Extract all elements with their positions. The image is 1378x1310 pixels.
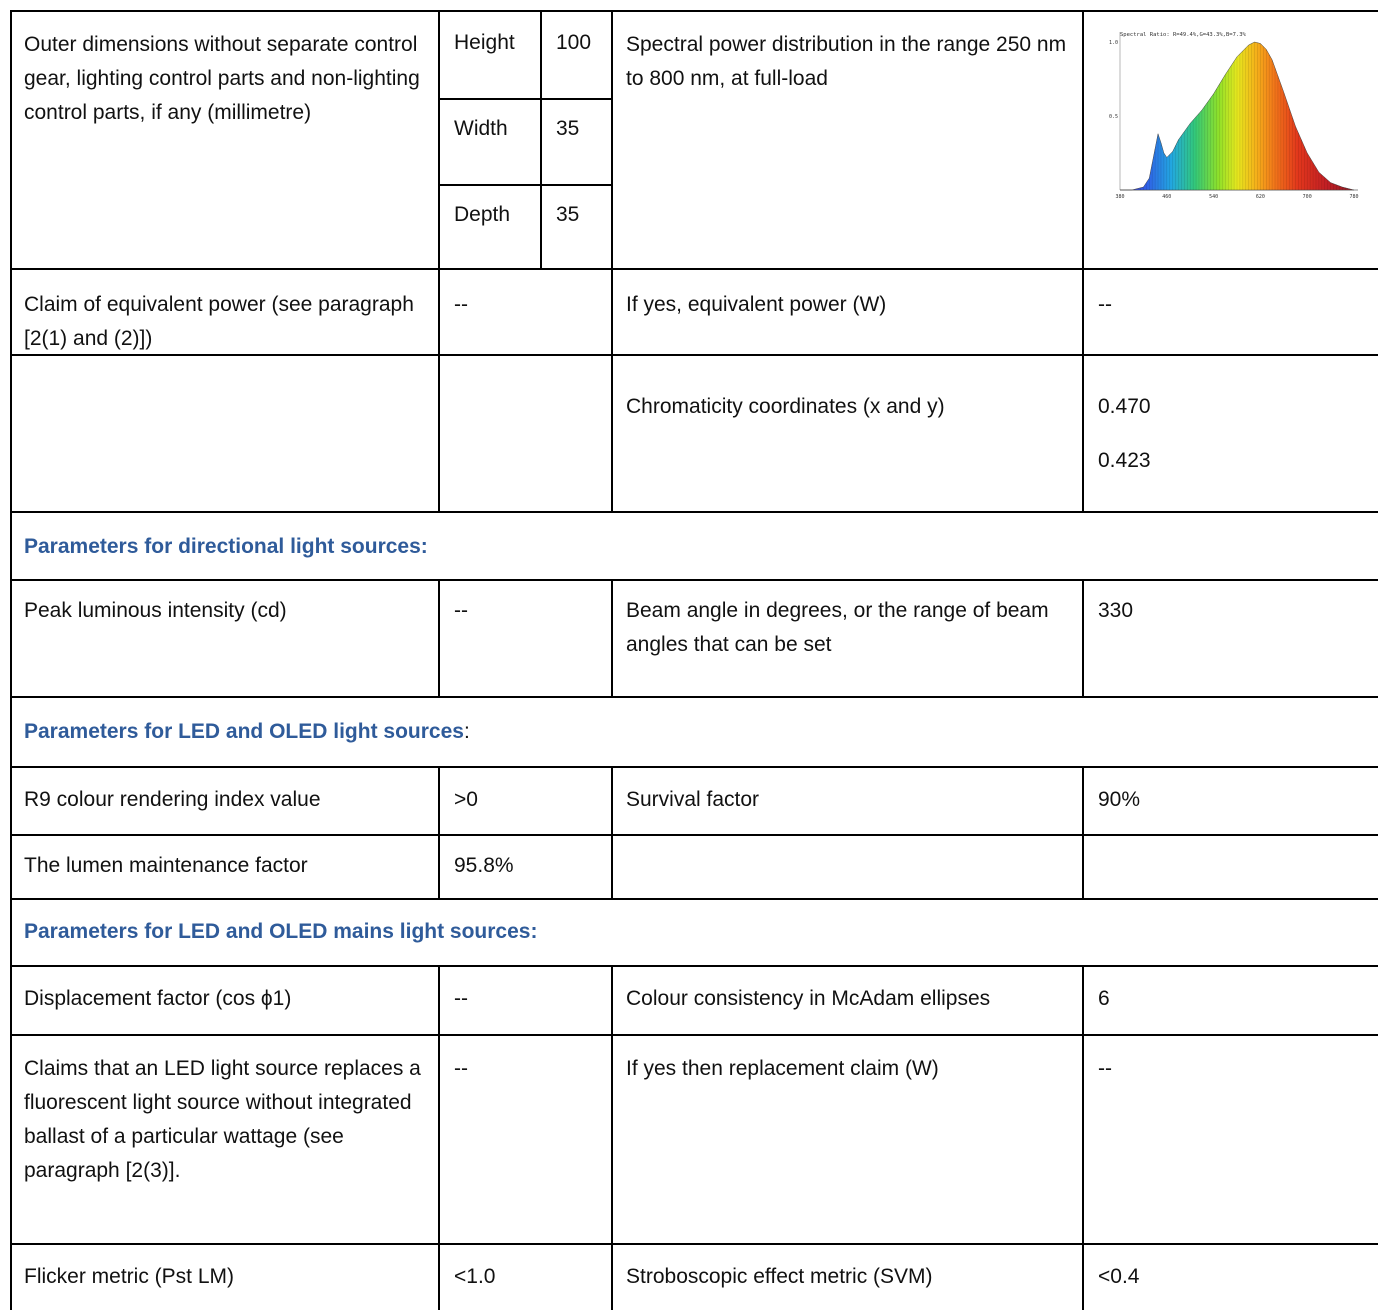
replacement-claim-value: -- <box>454 1057 468 1080</box>
beam-angle-value: 330 <box>1098 599 1134 622</box>
equiv-claim-value: -- <box>454 293 468 316</box>
r9-value: >0 <box>454 788 478 811</box>
column-divider <box>611 766 613 900</box>
column-divider <box>540 10 542 270</box>
chart-plot-area <box>1109 32 1359 200</box>
row-divider <box>10 1243 1378 1245</box>
y-tick-label: 0.5 <box>1108 114 1118 120</box>
depth-label: Depth <box>454 203 511 226</box>
displacement-factor-label: Displacement factor (cos ϕ1) <box>24 987 292 1010</box>
column-divider <box>438 766 440 900</box>
x-tick-label: 540 <box>1209 194 1219 200</box>
section-heading-mains: Parameters for LED and OLED mains light sources: <box>24 920 538 943</box>
row-divider <box>10 268 1378 270</box>
replacement-watt-value: -- <box>1098 1057 1112 1080</box>
survival-factor-label: Survival factor <box>626 788 760 811</box>
sub-row-divider <box>438 184 613 186</box>
table-border-left <box>10 10 12 1310</box>
column-divider <box>1082 579 1084 698</box>
sub-row-divider <box>438 98 613 100</box>
height-value: 100 <box>556 31 592 54</box>
lumen-maintenance-label: The lumen maintenance factor <box>24 854 308 877</box>
row-divider <box>10 898 1378 900</box>
chromaticity-label: Chromaticity coordinates (x and y) <box>626 395 945 418</box>
width-value: 35 <box>556 117 580 140</box>
replacement-watt-label: If yes then replacement claim (W) <box>626 1057 939 1080</box>
column-divider <box>438 965 440 1310</box>
x-tick-label: 780 <box>1349 194 1359 200</box>
column-divider <box>1082 965 1084 1310</box>
r9-label: R9 colour rendering index value <box>24 788 321 811</box>
column-divider <box>438 10 440 513</box>
section-heading-directional: Parameters for directional light sources: <box>24 535 428 558</box>
column-divider <box>611 579 613 698</box>
column-divider <box>1082 766 1084 900</box>
row-divider <box>10 834 1378 836</box>
x-tick-label: 620 <box>1255 194 1265 200</box>
flicker-metric-value: <1.0 <box>454 1265 496 1288</box>
table-border-top <box>10 10 1378 12</box>
y-tick-label: 1.0 <box>1108 40 1118 46</box>
lumen-maintenance-value: 95.8% <box>454 854 514 877</box>
peak-intensity-value: -- <box>454 599 468 622</box>
section-heading-led-text: Parameters for LED and OLED light sources <box>24 720 464 743</box>
equiv-power-value: -- <box>1098 293 1112 316</box>
column-divider <box>438 579 440 698</box>
flicker-metric-label: Flicker metric (Pst LM) <box>24 1265 234 1288</box>
height-label: Height <box>454 31 515 54</box>
row-divider <box>10 579 1378 581</box>
svm-value: <0.4 <box>1098 1265 1140 1288</box>
dimensions-label: Outer dimensions without separate control gear, lighting control parts and non-lighting control parts, if any (millimetre) <box>24 33 420 124</box>
section-heading-led-colon: : <box>463 720 470 743</box>
spectral-power-distribution-chart <box>1092 22 1364 218</box>
row-divider <box>10 511 1378 513</box>
chromaticity-y-value: 0.423 <box>1098 449 1151 472</box>
survival-factor-value: 90% <box>1098 788 1141 811</box>
width-label: Width <box>454 117 508 140</box>
x-tick-label: 700 <box>1302 194 1312 200</box>
column-divider <box>611 965 613 1310</box>
row-divider <box>10 696 1378 698</box>
colour-consistency-value: 6 <box>1098 987 1110 1010</box>
row-divider <box>10 766 1378 768</box>
spd-label: Spectral power distribution in the range 250 nm to 800 nm, at full-load <box>626 33 1067 90</box>
row-divider <box>10 1034 1378 1036</box>
beam-angle-label: Beam angle in degrees, or the range of beam angles that can be set <box>626 599 1049 656</box>
section-heading-led <box>24 715 470 749</box>
colour-consistency-label: Colour consistency in McAdam ellipses <box>626 987 991 1010</box>
column-divider <box>611 10 613 513</box>
svm-label: Stroboscopic effect metric (SVM) <box>626 1265 933 1288</box>
x-tick-label: 380 <box>1115 194 1125 200</box>
peak-intensity-label: Peak luminous intensity (cd) <box>24 599 287 622</box>
equiv-power-label: If yes, equivalent power (W) <box>626 293 887 316</box>
equiv-claim-label: Claim of equivalent power (see paragraph [2(1) and (2)]) <box>24 293 414 350</box>
chart-title: Spectral Ratio: R=49.4%,G=43.3%,B=7.3% <box>1120 32 1246 38</box>
displacement-factor-value: -- <box>454 987 468 1010</box>
column-divider <box>1082 10 1084 513</box>
replacement-claim-label: Claims that an LED light source replaces a fluorescent light source without integrated ballast of a particular wattage (see paragraph [2(3)]. <box>24 1057 421 1182</box>
x-tick-label: 460 <box>1162 194 1172 200</box>
row-divider <box>10 965 1378 967</box>
depth-value: 35 <box>556 203 580 226</box>
chromaticity-x-value: 0.470 <box>1098 395 1151 418</box>
